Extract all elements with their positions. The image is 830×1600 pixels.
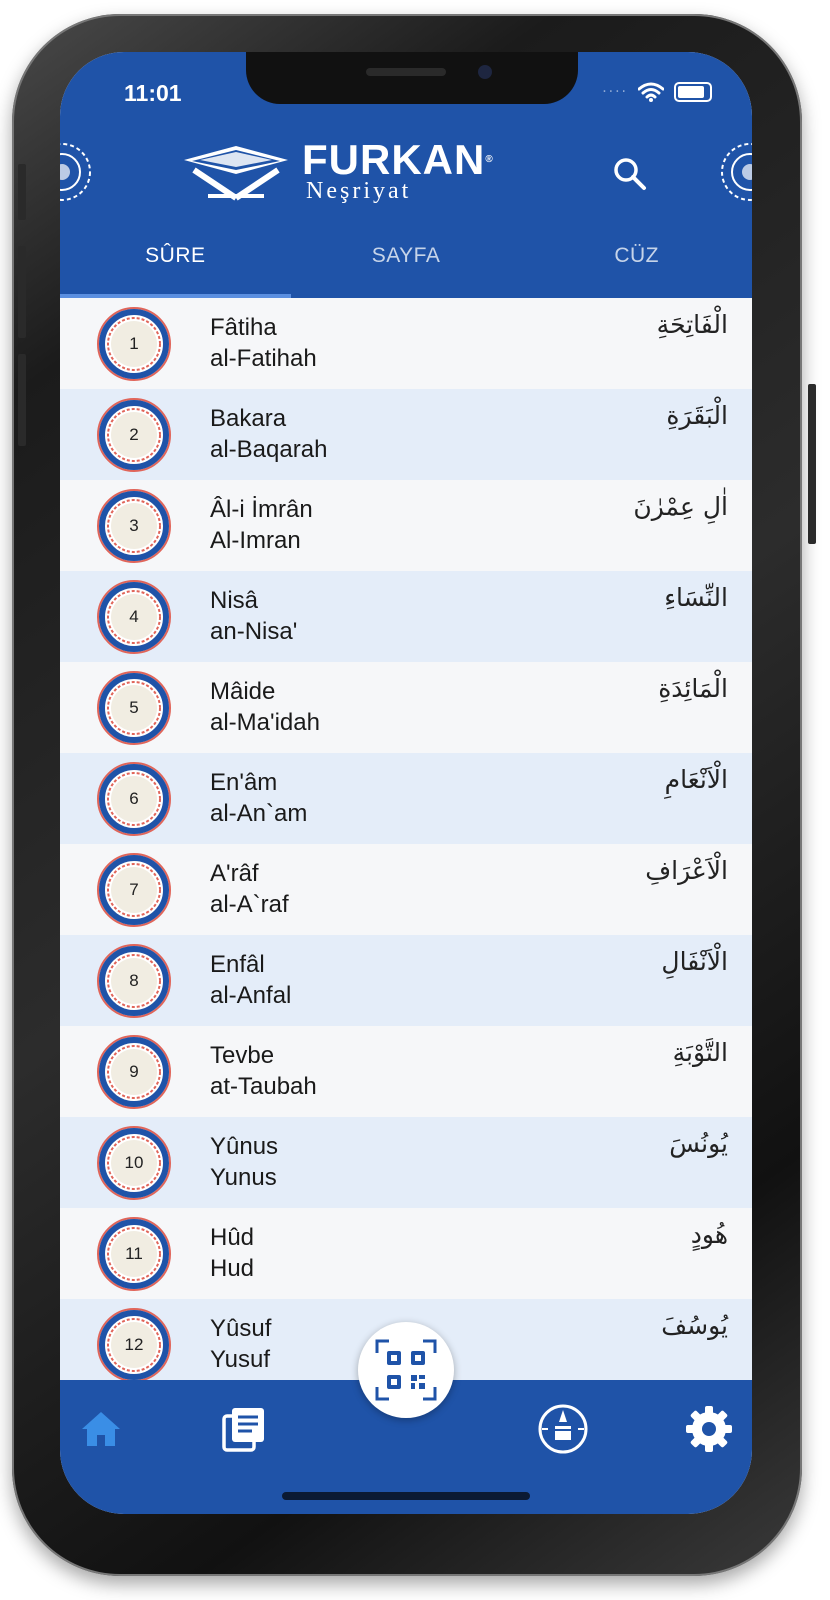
surah-arabic-name: الْبَقَرَةِ bbox=[666, 401, 728, 430]
surah-turkish-name: Nisâ bbox=[210, 587, 259, 614]
surah-number: 5 bbox=[129, 698, 139, 717]
surah-number: 1 bbox=[129, 334, 139, 353]
registered-mark: ® bbox=[485, 154, 494, 165]
tab-sure[interactable]: SÛRE bbox=[60, 228, 291, 298]
surah-transliteration: at-Taubah bbox=[210, 1073, 317, 1100]
surah-arabic-name: الْاَنْعَامِ bbox=[664, 765, 728, 794]
surah-arabic-name: الْاَنْفَالِ bbox=[661, 947, 728, 976]
surah-arabic-name: الْمَائِدَةِ bbox=[658, 674, 728, 703]
surah-turkish-name: Yûnus bbox=[210, 1133, 279, 1160]
surah-arabic-name: يُونُسَ bbox=[669, 1129, 728, 1158]
surah-arabic-name: الْفَاتِحَةِ bbox=[656, 310, 728, 339]
wifi-icon bbox=[638, 82, 664, 102]
surah-number: 4 bbox=[129, 607, 139, 626]
qibla-compass-icon[interactable] bbox=[536, 1402, 590, 1456]
notch bbox=[246, 52, 578, 104]
surah-transliteration: al-Fatihah bbox=[210, 345, 317, 372]
quran-stand-logo-icon bbox=[180, 140, 292, 202]
ornament-right-icon bbox=[720, 124, 752, 220]
surah-arabic-name: اٰلِ عِمْرٰنَ bbox=[633, 492, 728, 521]
list-item[interactable] bbox=[60, 389, 752, 480]
app-screen bbox=[60, 52, 752, 1514]
qr-scan-button[interactable] bbox=[358, 1322, 454, 1418]
surah-arabic-name: يُوسُفَ bbox=[661, 1311, 728, 1340]
list-item[interactable] bbox=[60, 1117, 752, 1208]
brand-subtitle: Neşriyat bbox=[306, 178, 412, 204]
surah-transliteration: al-Baqarah bbox=[210, 436, 328, 463]
surah-transliteration: Al-Imran bbox=[210, 527, 301, 554]
book-icon[interactable] bbox=[218, 1402, 272, 1456]
tab-cuz[interactable]: CÜZ bbox=[614, 244, 660, 267]
surah-turkish-name: Âl-i İmrân bbox=[210, 496, 313, 523]
surah-arabic-name: هُودٍ bbox=[690, 1220, 728, 1249]
surah-transliteration: an-Nisa' bbox=[210, 618, 298, 645]
surah-transliteration: al-Anfal bbox=[210, 982, 292, 1009]
surah-number: 12 bbox=[124, 1335, 144, 1354]
surah-turkish-name: Mâide bbox=[210, 678, 276, 705]
front-camera bbox=[478, 65, 492, 79]
brand-logo bbox=[180, 136, 494, 204]
surah-arabic-name: النِّسَاءِ bbox=[664, 583, 728, 612]
surah-transliteration: al-An`am bbox=[210, 800, 308, 827]
surah-number: 9 bbox=[129, 1062, 139, 1081]
list-item[interactable] bbox=[60, 844, 752, 935]
list-item[interactable] bbox=[60, 935, 752, 1026]
list-item[interactable] bbox=[60, 571, 752, 662]
battery-icon bbox=[674, 82, 712, 102]
surah-transliteration: Yunus bbox=[210, 1164, 277, 1191]
gear-icon[interactable] bbox=[682, 1402, 736, 1456]
surah-turkish-name: Fâtiha bbox=[210, 314, 277, 341]
list-item[interactable] bbox=[60, 298, 752, 389]
surah-turkish-name: A'râf bbox=[210, 860, 259, 887]
surah-arabic-name: الْاَعْرَافِ bbox=[645, 856, 728, 885]
surah-turkish-name: Enfâl bbox=[210, 951, 265, 978]
status-time: 11:01 bbox=[124, 80, 182, 106]
ornament-left-icon bbox=[60, 124, 92, 220]
brand-name: FURKAN bbox=[302, 136, 486, 183]
surah-number: 3 bbox=[129, 516, 139, 535]
signal-dots: ···· bbox=[602, 84, 628, 100]
speaker bbox=[366, 68, 446, 76]
list-item[interactable] bbox=[60, 480, 752, 571]
surah-transliteration: al-A`raf bbox=[210, 891, 289, 918]
tab-sayfa[interactable]: SAYFA bbox=[371, 244, 441, 267]
surah-turkish-name: Hûd bbox=[210, 1224, 255, 1251]
surah-transliteration: al-Ma'idah bbox=[210, 709, 320, 736]
volume-down-button bbox=[18, 354, 26, 446]
search-icon[interactable] bbox=[612, 156, 648, 192]
list-item[interactable] bbox=[60, 662, 752, 753]
volume-up-button bbox=[18, 246, 26, 338]
surah-number: 6 bbox=[129, 789, 139, 808]
surah-number: 11 bbox=[125, 1244, 143, 1263]
qr-code-icon bbox=[375, 1339, 437, 1401]
surah-number: 2 bbox=[129, 425, 139, 444]
surah-list bbox=[60, 298, 752, 1382]
tab-bar bbox=[60, 228, 752, 298]
surah-number: 7 bbox=[129, 880, 139, 899]
surah-transliteration: Yusuf bbox=[210, 1346, 271, 1373]
list-item[interactable] bbox=[60, 753, 752, 844]
surah-transliteration: Hud bbox=[210, 1255, 255, 1282]
surah-number: 10 bbox=[124, 1153, 144, 1172]
surah-arabic-name: التَّوْبَةِ bbox=[672, 1038, 728, 1067]
surah-number: 8 bbox=[129, 971, 139, 990]
list-item[interactable] bbox=[60, 1026, 752, 1117]
surah-turkish-name: Bakara bbox=[210, 405, 287, 432]
surah-turkish-name: Tevbe bbox=[210, 1042, 275, 1069]
power-button bbox=[808, 384, 816, 544]
surah-turkish-name: En'âm bbox=[210, 769, 278, 796]
surah-turkish-name: Yûsuf bbox=[210, 1315, 272, 1342]
status-icons bbox=[602, 82, 712, 102]
list-item[interactable] bbox=[60, 1208, 752, 1299]
home-icon[interactable] bbox=[74, 1402, 128, 1456]
mute-switch bbox=[18, 164, 26, 220]
home-indicator bbox=[282, 1492, 530, 1500]
